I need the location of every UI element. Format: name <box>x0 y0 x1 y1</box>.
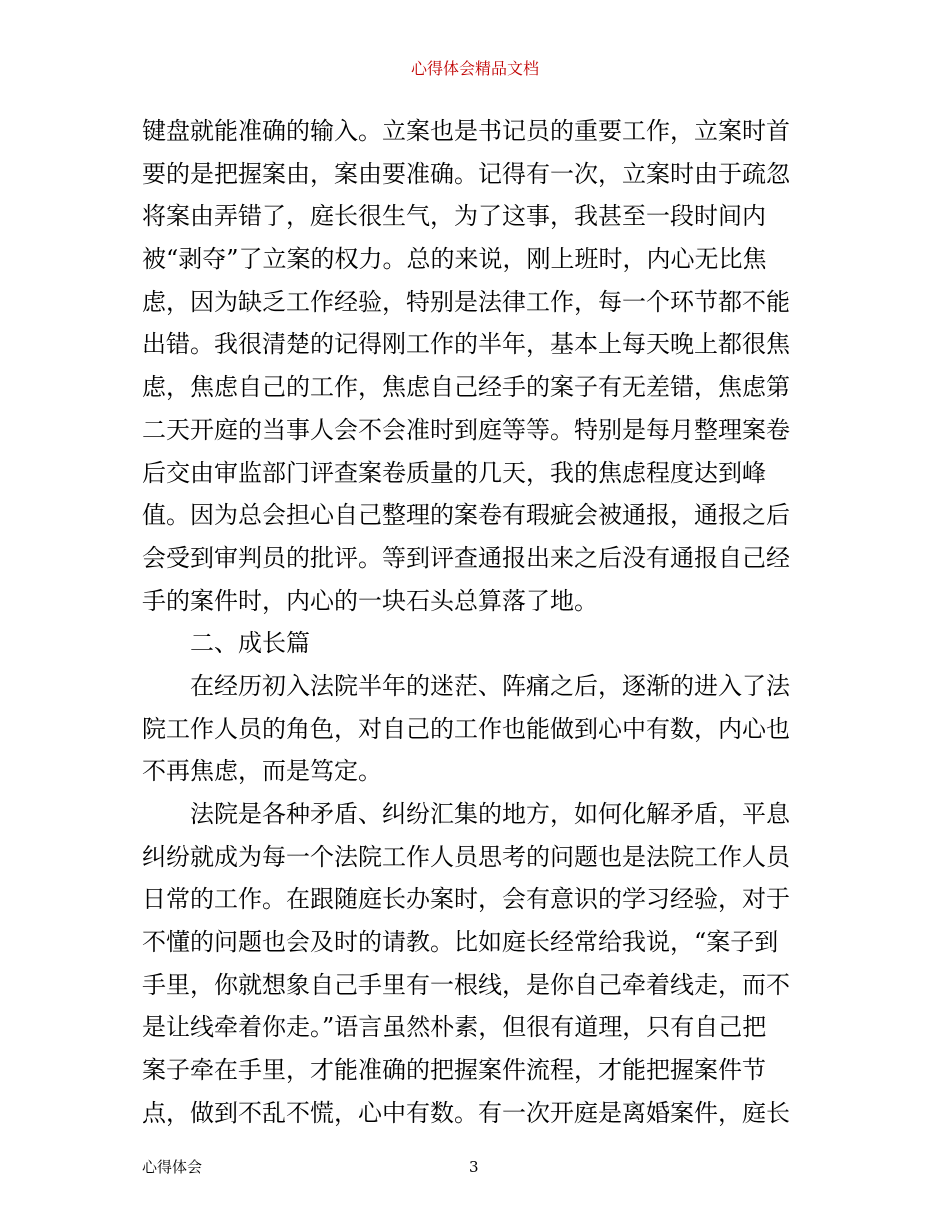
text-line: 键盘就能准确的输入。立案也是书记员的重要工作，立案时首 <box>142 117 790 145</box>
text-line: 日常的工作。在跟随庭长办案时，会有意识的学习经验，对于 <box>142 885 790 914</box>
text-line: 出错。我很清楚的记得刚工作的半年，基本上每天晚上都很焦 <box>142 330 790 359</box>
text-line: 手里，你就想象自己手里有一根线，是你自己牵着线走，而不 <box>142 970 790 999</box>
text-line: 值。因为总会担心自己整理的案卷有瑕疵会被通报，通报之后 <box>142 501 790 530</box>
page-header-title: 心得体会精品文档 <box>410 59 539 78</box>
text-line: 被“剥夺”了立案的权力。总的来说，刚上班时，内心无比焦 <box>142 245 767 274</box>
text-line: 手的案件时，内心的一块石头总算落了地。 <box>142 586 598 615</box>
text-line: 虑，因为缺乏工作经验，特别是法律工作，每一个环节都不能 <box>142 287 790 316</box>
text-line: 要的是把握案由，案由要准确。记得有一次，立案时由于疏忽 <box>142 159 790 188</box>
text-line: 不再焦虑，而是笃定。 <box>142 757 382 786</box>
text-line: 院工作人员的角色，对自己的工作也能做到心中有数，内心也 <box>142 714 790 743</box>
text-line: 虑，焦虑自己的工作，焦虑自己经手的案子有无差错，焦虑第 <box>142 373 790 402</box>
text-line: 纠纷就成为每一个法院工作人员思考的问题也是法院工作人员 <box>142 842 790 871</box>
text-line: 案子牵在手里，才能准确的把握案件流程，才能把握案件节 <box>142 1056 766 1085</box>
text-line: 会受到审判员的批评。等到评查通报出来之后没有通报自己经 <box>142 543 790 572</box>
page-number: 3 <box>469 1158 479 1176</box>
text-line: 点，做到不乱不慌，心中有数。有一次开庭是离婚案件，庭长 <box>142 1098 790 1127</box>
text-line: 将案由弄错了，庭长很生气，为了这事，我甚至一段时间内 <box>142 202 766 231</box>
text-line: 后交由审监部门评查案卷质量的几天，我的焦虑程度达到峰 <box>142 458 766 487</box>
text-line: 在经历初入法院半年的迷茫、阵痛之后，逐渐的进入了法 <box>190 671 790 700</box>
section-heading: 二、成长篇 <box>190 629 310 658</box>
text-line: 不懂的问题也会及时的请教。比如庭长经常给我说，“案子到 <box>142 928 779 957</box>
document-body <box>142 110 812 1135</box>
text-line: 法院是各种矛盾、纠纷汇集的地方，如何化解矛盾，平息 <box>190 800 790 828</box>
footer-label: 心得体会 <box>142 1158 203 1176</box>
text-line: 是让线牵着你走。”语言虽然朴素，但很有道理，只有自己把 <box>142 1013 767 1042</box>
text-line: 二天开庭的当事人会不会准时到庭等等。特别是每月整理案卷 <box>142 415 790 444</box>
